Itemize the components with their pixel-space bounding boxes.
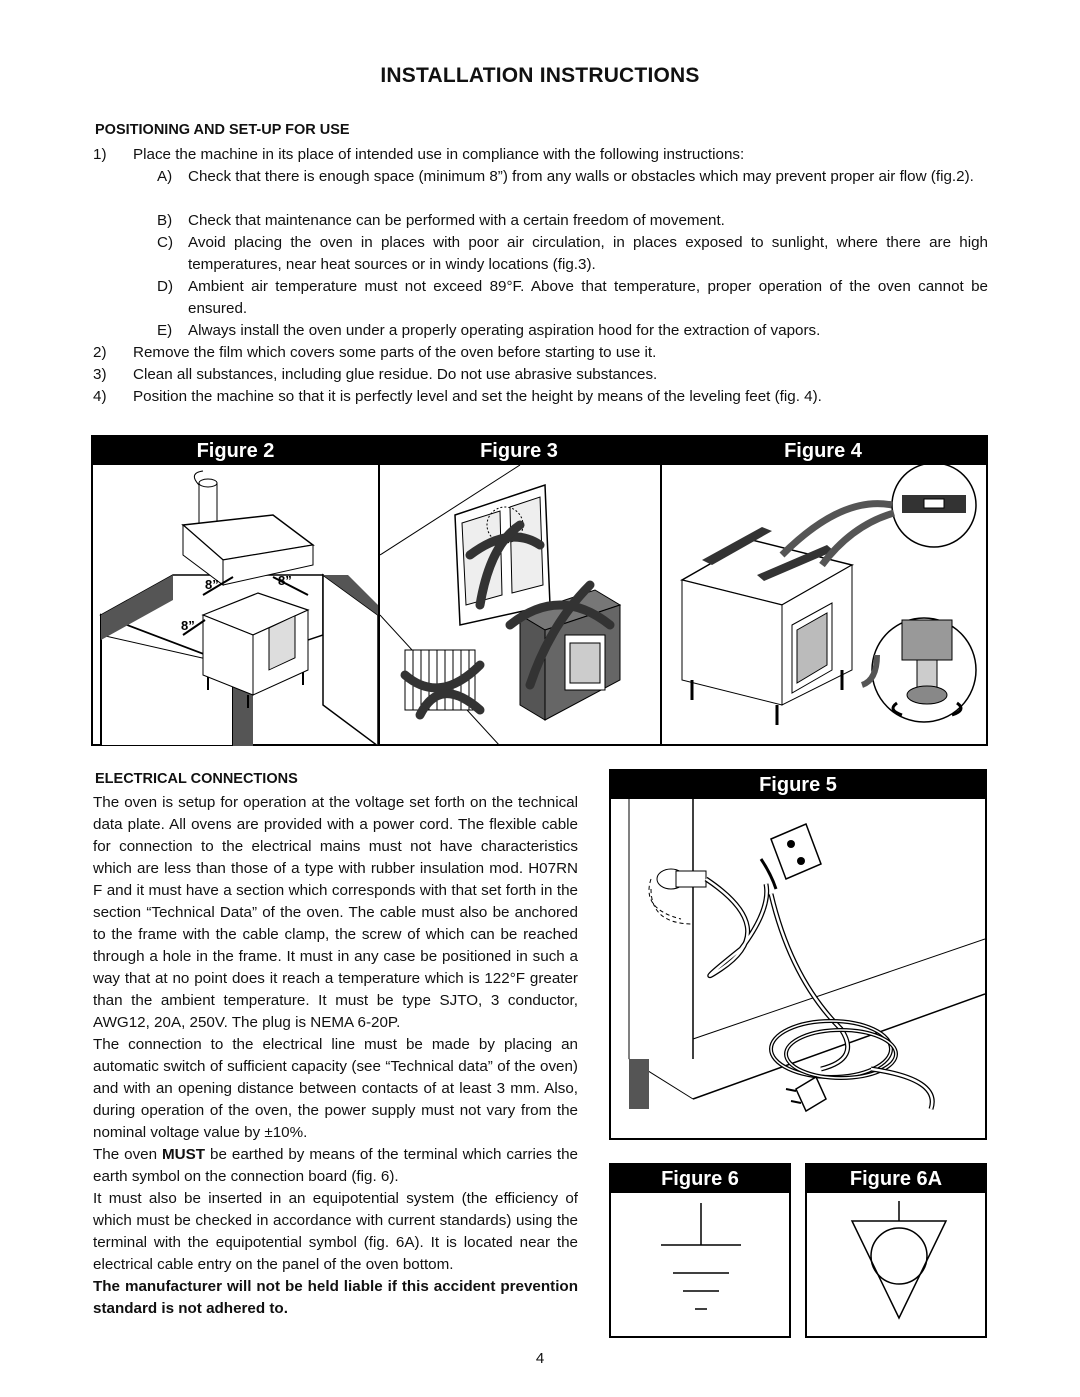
figure-6a-panel bbox=[805, 1163, 987, 1338]
plug-icon bbox=[786, 1077, 826, 1111]
list-item: C) Avoid placing the oven in places with poor air circulation, in places exposed to sunlight, where there are high temperatures, near heat sources or in windy locations (fig.3). bbox=[157, 234, 988, 273]
page-title: INSTALLATION INSTRUCTIONS bbox=[380, 64, 700, 87]
figure-5-illustration bbox=[611, 799, 985, 1138]
electrical-heading: ELECTRICAL CONNECTIONS bbox=[95, 771, 298, 787]
figure-6-title: Figure 6 bbox=[611, 1165, 789, 1193]
figures-2-3-4-panel bbox=[91, 435, 988, 746]
figure-5-panel bbox=[609, 769, 987, 1140]
list-item: D) Ambient air temperature must not exceed 89°F. Above that temperature, proper operation of the oven cannot be ensured. bbox=[157, 278, 988, 317]
equipotential-symbol-icon bbox=[807, 1193, 985, 1336]
electrical-body bbox=[93, 792, 578, 1320]
figure-2-title: Figure 2 bbox=[93, 437, 378, 465]
liability-warning: The manufacturer will not be held liable if this accident prevention standard is not adhered to. bbox=[93, 1278, 578, 1317]
positioning-heading: POSITIONING AND SET-UP FOR USE bbox=[95, 122, 350, 138]
figure-5-title: Figure 5 bbox=[611, 771, 985, 799]
figure-6a-title: Figure 6A bbox=[807, 1165, 985, 1193]
clearance-label: 8” bbox=[278, 573, 292, 588]
figure-3-illustration bbox=[380, 465, 660, 746]
socket-icon bbox=[761, 824, 821, 889]
figure-3-title: Figure 3 bbox=[378, 437, 660, 465]
figure-2-illustration bbox=[93, 465, 378, 746]
earth-symbol-icon bbox=[611, 1193, 789, 1336]
list-item: 3) Clean all substances, including glue residue. Do not use abrasive substances. bbox=[93, 366, 658, 383]
list-item: 1) Place the machine in its place of intended use in compliance with the following instructions: bbox=[93, 146, 745, 163]
figure-6-panel bbox=[609, 1163, 791, 1338]
list-item: A) Check that there is enough space (minimum 8”) from any walls or obstacles which may prevent proper air flow (fig.2). bbox=[157, 168, 974, 185]
figure-4-illustration bbox=[662, 465, 986, 746]
figure-4-title: Figure 4 bbox=[660, 437, 986, 465]
positioning-list bbox=[93, 144, 988, 408]
list-item: E) Always install the oven under a properly operating aspiration hood for the extraction of vapors. bbox=[157, 322, 821, 339]
list-item: 4) Position the machine so that it is perfectly level and set the height by means of the leveling feet (fig. 4). bbox=[93, 388, 822, 405]
electrical-paragraph: It must also be inserted in an equipotential system (the efficiency of which must be checked in accordance with current standards) using the terminal with the equipotential symbol (fig. 6A). It is located near the electrical cable entry on the panel of the oven bottom. bbox=[93, 1190, 578, 1273]
electrical-paragraph: The oven MUST be earthed by means of the terminal which carries the earth symbol on the connection board (fig. 6). bbox=[93, 1146, 579, 1185]
clearance-label: 8” bbox=[205, 577, 219, 592]
list-item: 2) Remove the film which covers some parts of the oven before starting to use it. bbox=[93, 344, 657, 361]
electrical-paragraph: The connection to the electrical line must be made by placing an automatic switch of sufficient capacity (see “Technical data” of the oven) and with an opening distance between contacts of at least 3 mm. Also, during operation of the oven, the power supply must not vary from the nominal voltage value by ±10%. bbox=[93, 1036, 578, 1141]
clearance-label: 8” bbox=[181, 618, 195, 633]
electrical-paragraph: The oven is setup for operation at the voltage set forth on the technical data plate. All ovens are provided with a power cord. The flexible cable for connection to the electrical mains must not have characteristics which are less than those of a type with rubber insulation mod. H07RN F and it must have a section which corresponds with that set forth in the section “Technical Data” of the oven. The cable must also be anchored to the frame with the cable clamp, the screw of which can be reached through a hole in the frame. It must in any case be positioned in such a way that at no point does it reach a temperature which is 122°F greater than the ambient temperature. It must be type SJTO, 3 conductor, AWG12, 20A, 250V. The plug is NEMA 6-20P. bbox=[93, 794, 578, 1031]
page-number: 4 bbox=[535, 1350, 545, 1367]
list-item: B) Check that maintenance can be performed with a certain freedom of movement. bbox=[157, 212, 725, 229]
